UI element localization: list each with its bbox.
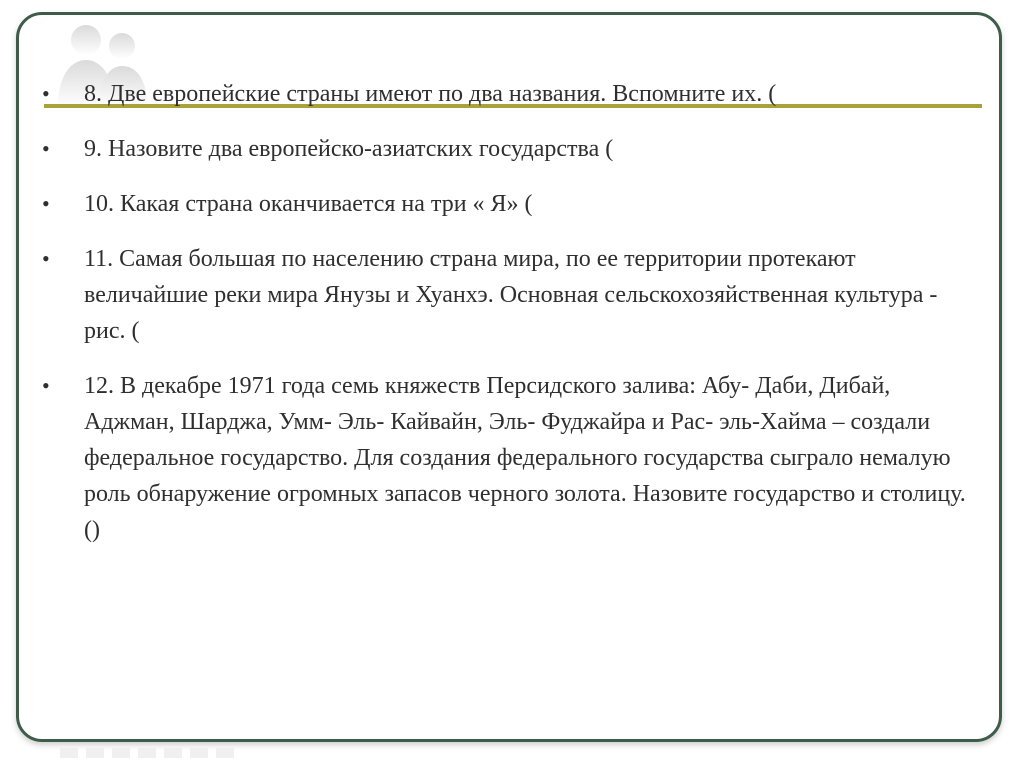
bullet: • <box>42 191 50 216</box>
list-item <box>40 76 970 112</box>
question-text: 8. Две европейские страны имеют по два названия. Вспомните их. ( <box>84 81 777 107</box>
bullet: • <box>42 136 50 161</box>
question-text: 11. Самая большая по населению страна мира, по ее территории протекают величайшие реки мира Янузы и Хуанхэ. Основная сельскохозяйственная культура - рис. ( <box>84 246 938 344</box>
list-item <box>40 131 970 167</box>
bullet: • <box>42 81 50 106</box>
question-text: 10. Какая страна оканчивается на три « Я» ( <box>84 191 533 217</box>
list-item <box>40 368 970 548</box>
list-item <box>40 186 970 222</box>
bullet: • <box>42 246 50 271</box>
question-text: 12. В декабре 1971 года семь княжеств Персидского залива: Абу- Даби, Дибай, Аджман, Шарджа, Умм- Эль- Кайвайн, Эль- Фуджайра и Рас- эль-Хайма – создали федеральное государство. Для создания федерального государства сыграло немалую роль обнаружение огромных запасов черного золота. Назовите государство и столицу. () <box>84 373 966 543</box>
bullet: • <box>42 373 50 398</box>
question-list <box>40 76 970 567</box>
list-item <box>40 241 970 349</box>
question-text: 9. Назовите два европейско-азиатских государства ( <box>84 136 614 162</box>
footer-decoration <box>60 748 240 758</box>
